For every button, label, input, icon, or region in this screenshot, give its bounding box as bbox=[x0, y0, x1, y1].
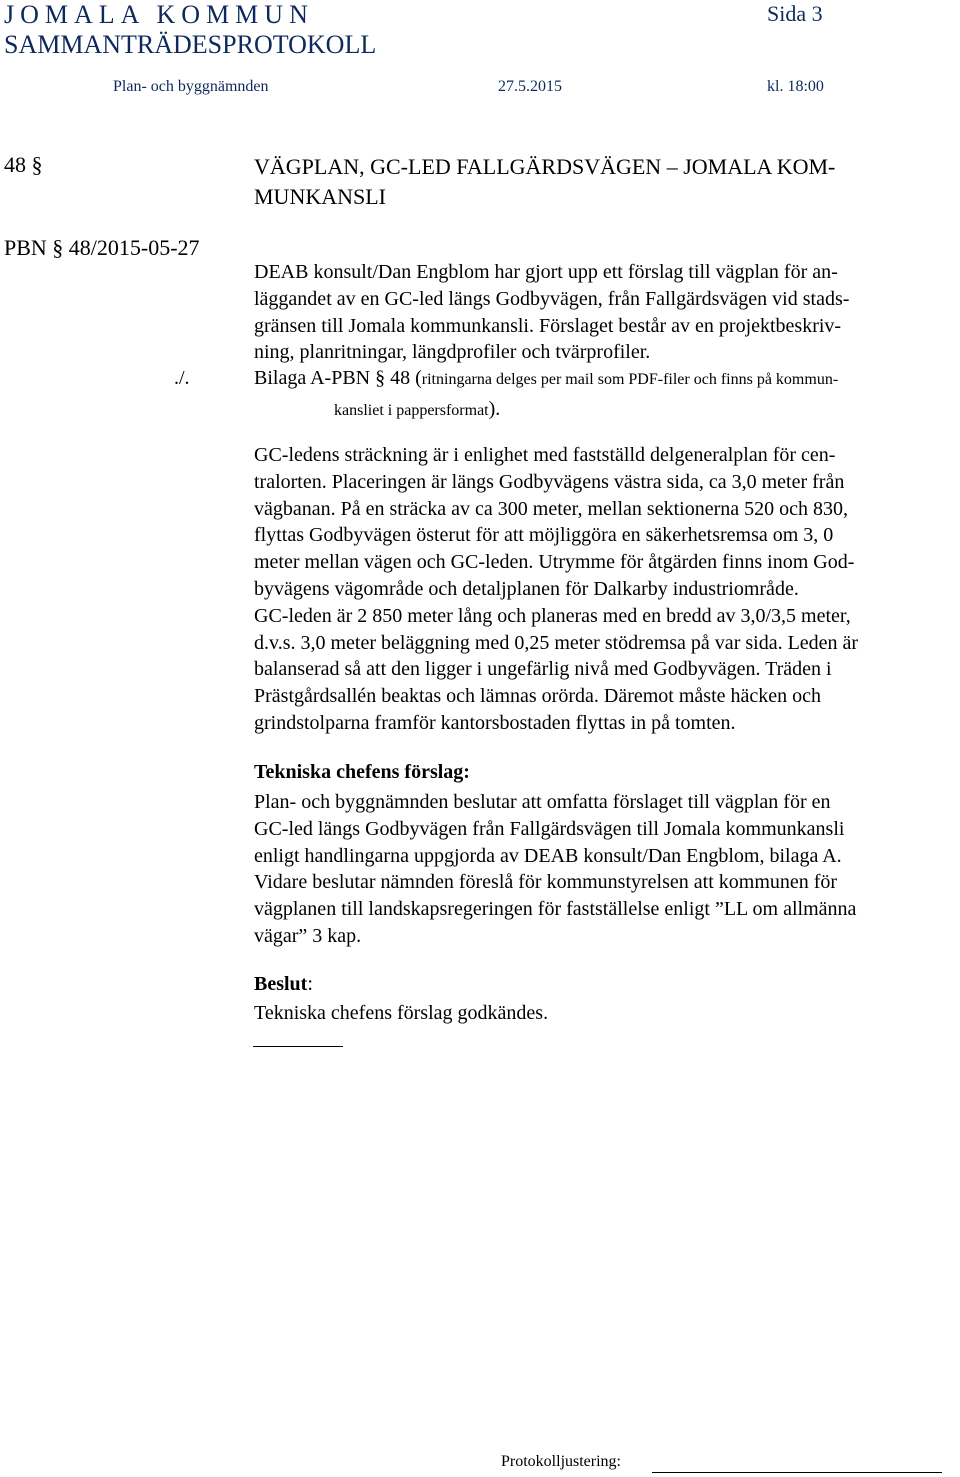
protocol-title: SAMMANTRÄDESPROTOKOLL bbox=[4, 30, 377, 59]
attachment-reference: Bilaga A-PBN § 48 (ritningarna delges per mail som PDF-filer och finns på kommun- bbox=[254, 367, 839, 389]
intro-line: DEAB konsult/Dan Engblom har gjort upp ett förslag till vägplan för an- bbox=[254, 261, 838, 283]
body-line: flyttas Godbyvägen österut för att möjliggöra en säkerhetsremsa om 3, 0 bbox=[254, 524, 834, 547]
body-line: GC-leden är 2 850 meter lång och planeras med en bredd av 3,0/3,5 meter, bbox=[254, 604, 851, 627]
body-paragraph bbox=[254, 442, 954, 737]
body-line: byvägens vägområde och detaljplanen för Dalkarby industriområde. bbox=[254, 577, 799, 600]
intro-line: ning, planritningar, längdprofiler och tvärprofiler. bbox=[254, 341, 651, 364]
intro-paragraph bbox=[254, 259, 954, 366]
body-line: meter mellan vägen och GC-leden. Utrymme för åtgärden finns inom God- bbox=[254, 551, 855, 574]
proposal-heading: Tekniska chefens förslag: bbox=[254, 761, 470, 783]
attachment-marker: ./. bbox=[174, 367, 190, 389]
intro-line: gränsen till Jomala kommunkansli. Förslaget består av en projektbeskriv- bbox=[254, 314, 842, 337]
proposal-line: enligt handlingarna uppgjorda av DEAB konsult/Dan Engblom, bilaga A. bbox=[254, 844, 842, 867]
body-line: Prästgårdsallén beaktas och lämnas orörda. Däremot måste häcken och bbox=[254, 685, 822, 708]
protocol-adjustment-label: Protokolljustering: bbox=[501, 1453, 621, 1470]
meeting-time: kl. 18:00 bbox=[767, 78, 824, 95]
intro-line: läggandet av en GC-led längs Godbyvägen, från Fallgärdsvägen vid stads- bbox=[254, 287, 850, 310]
attachment-reference-cont: kansliet i pappersformat). bbox=[334, 398, 501, 420]
closing-rule bbox=[253, 1046, 343, 1047]
body-line: tralorten. Placeringen är längs Godbyvägens västra sida, ca 3,0 meter från bbox=[254, 470, 845, 493]
proposal-line: Plan- och byggnämnden beslutar att omfatta förslaget till vägplan för en bbox=[254, 791, 831, 813]
meeting-date: 27.5.2015 bbox=[498, 78, 562, 95]
proposal-line: vägar” 3 kap. bbox=[254, 924, 362, 947]
body-line: GC-ledens sträckning är i enlighet med fastställd delgeneralplan för cen- bbox=[254, 444, 836, 466]
page-number: Sida 3 bbox=[767, 1, 823, 26]
section-symbol: § bbox=[31, 152, 43, 177]
body-line: d.v.s. 3,0 meter beläggning med 0,25 meter stödremsa på var sida. Leden är bbox=[254, 631, 859, 654]
decision-heading: Beslut: bbox=[254, 973, 313, 995]
municipality-name: JOMALA KOMMUN bbox=[4, 0, 314, 29]
proposal-line: Vidare beslutar nämnden föreslå för kommunstyrelsen att kommunen för bbox=[254, 871, 838, 894]
signature-line bbox=[652, 1472, 942, 1473]
section-reference: PBN § 48/2015-05-27 bbox=[4, 235, 200, 260]
body-line: vägbanan. På en sträcka av ca 300 meter, mellan sektionerna 520 och 830, bbox=[254, 497, 848, 520]
body-line: balanserad så att den ligger i ungefärlig nivå med Godbyvägen. Träden i bbox=[254, 658, 832, 681]
committee-name: Plan- och byggnämnden bbox=[113, 78, 269, 95]
proposal-line: GC-led längs Godbyvägen från Fallgärdsvägen till Jomala kommunkansli bbox=[254, 817, 845, 840]
section-title: VÄGPLAN, GC-LED FALLGÄRDSVÄGEN – JOMALA KOM- MUNKANSLI bbox=[254, 154, 836, 209]
section-number: 48 § bbox=[4, 152, 43, 177]
proposal-paragraph bbox=[254, 789, 954, 950]
proposal-line: vägplanen till landskapsregeringen för fastställelse enligt ”LL om allmänna bbox=[254, 898, 857, 921]
body-line: grindstolparna framför kantorsbostaden flyttas in på tomten. bbox=[254, 711, 736, 734]
decision-text: Tekniska chefens förslag godkändes. bbox=[254, 1002, 549, 1024]
